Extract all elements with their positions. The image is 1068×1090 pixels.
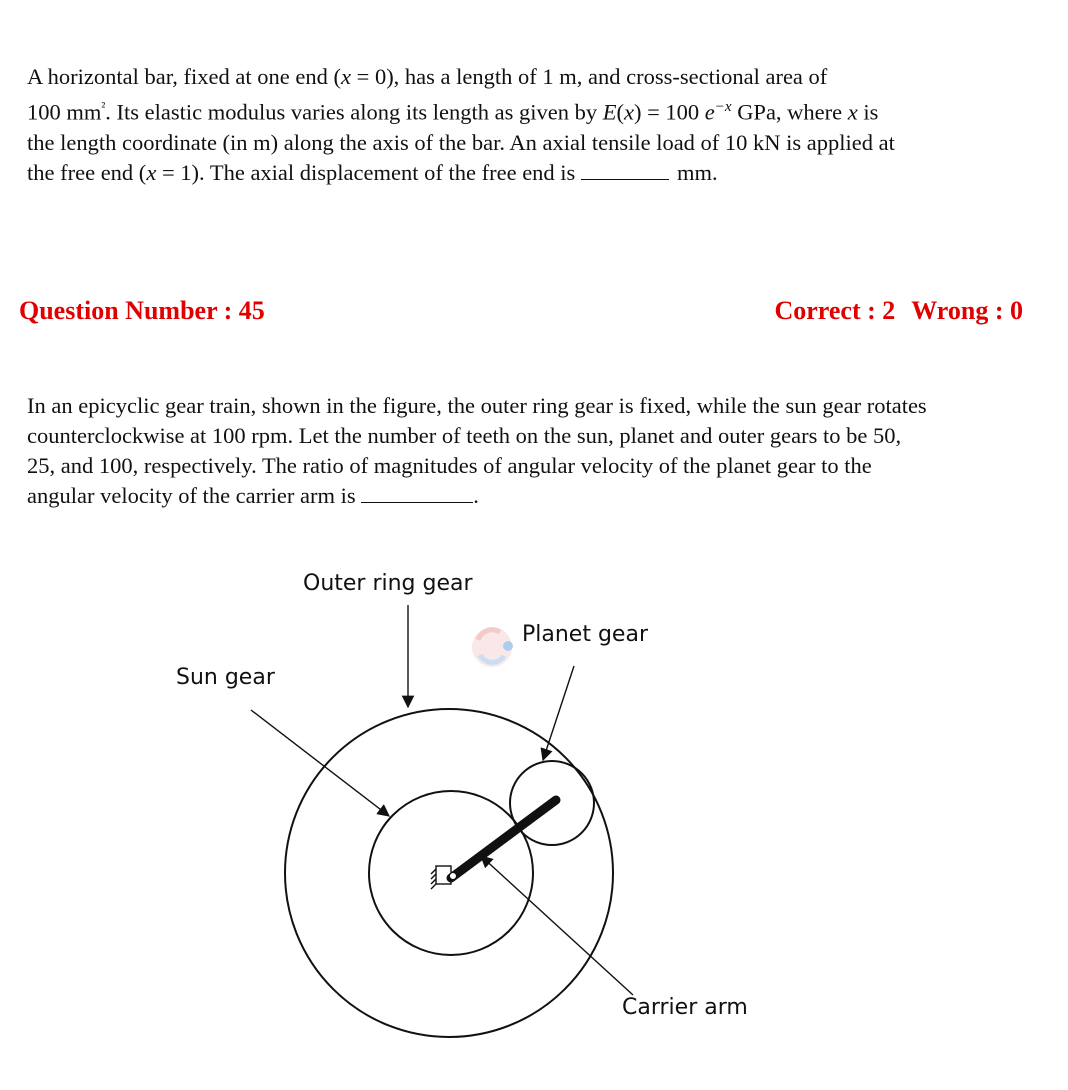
planet-gear-label: Planet gear (522, 622, 648, 647)
question-45-text (27, 391, 1057, 511)
question-header (19, 296, 1023, 326)
q45-line-3: 25, and 100, respectively. The ratio of magnitudes of angular velocity of the planet gear to the (27, 453, 872, 478)
correct-count: Correct : 2 (774, 296, 896, 325)
watermark-logo (472, 627, 513, 667)
carrier-arm (451, 800, 556, 878)
sun-arrow (251, 710, 389, 816)
carrier-pivot (450, 873, 457, 880)
q44-line-1: A horizontal bar, fixed at one end (x = 0), has a length of 1 m, and cross-sectional area of (27, 64, 828, 89)
epicyclic-gear-figure (0, 560, 1068, 1090)
question-number: Question Number : 45 (19, 296, 265, 325)
wrong-count: Wrong : 0 (911, 296, 1023, 325)
q44-line-3: the length coordinate (in m) along the axis of the bar. An axial tensile load of 10 kN is applied at (27, 129, 895, 155)
q45-line-4: angular velocity of the carrier arm is . (27, 483, 479, 508)
outer-ring-gear-label: Outer ring gear (303, 571, 473, 596)
q45-line-1: In an epicyclic gear train, shown in the figure, the outer ring gear is fixed, while the sun gear rotates (27, 393, 927, 418)
answer-blank (361, 502, 473, 503)
carrier-arm-label: Carrier arm (622, 995, 748, 1020)
q44-line-2: 100 $mm^{^2}$. Its elastic modulus varies along its length as given by E(x) = 100 $e^{-x}$ GPa, where x is (27, 99, 879, 125)
question-44-text (27, 62, 1057, 188)
sun-gear-label: Sun gear (176, 665, 275, 690)
outer-ring-gear-circle (285, 709, 613, 1037)
q45-line-2: counterclockwise at 100 rpm. Let the number of teeth on the sun, planet and outer gears to be 50, (27, 423, 902, 448)
carrier-arrow (481, 856, 633, 995)
q44-line-4: the free end (x = 1). The axial displacement of the free end is mm. (27, 159, 718, 185)
planet-arrow (543, 666, 574, 760)
score-summary (774, 296, 1023, 326)
answer-blank (581, 179, 669, 180)
